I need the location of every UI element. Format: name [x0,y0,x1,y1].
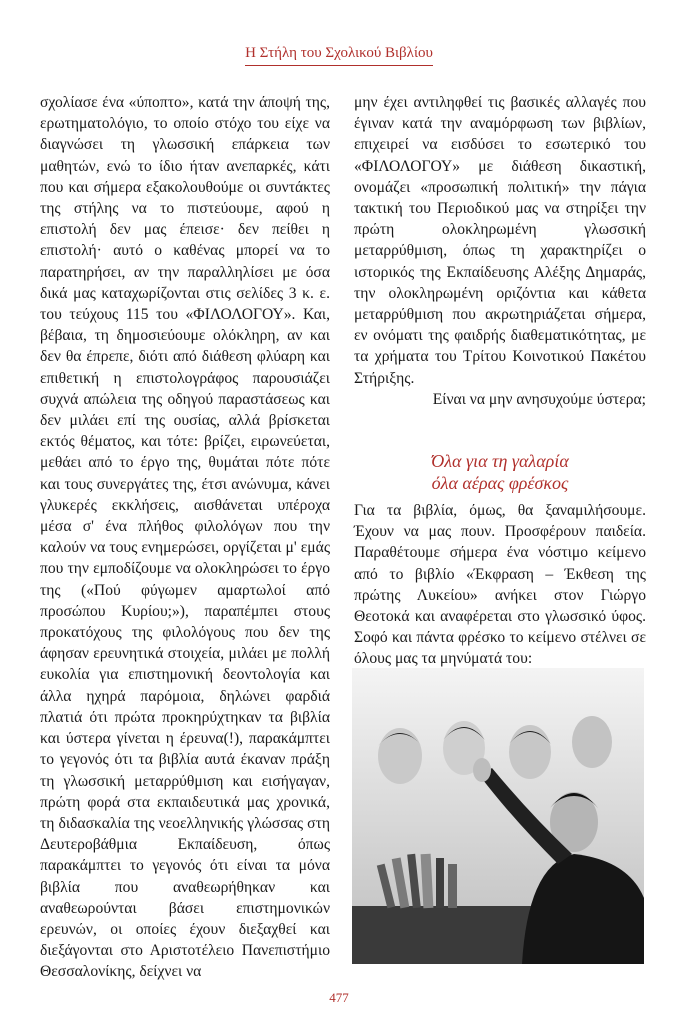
right-paragraph-1: μην έχει αντιληφθεί τις βασικές αλλαγές που έγιναν κατά την αναμόρφωση των βιβλίων, επιχειρεί να εισδύσει το εσωτερικό του «ΦΙΛΟΛΟΓΟΥ» με διάθεση δικαστική, ονομάζει «προσωπική πολιτική» την πάγια τακτική του Περιοδικού μας να στηρίξει την πρώτη ολοκληρωμένη γλωσσική μεταρρύθμιση, όπως τη χαρακτηρίζει ο ιστορικός της Εκπαίδευσης Αλέξης Δημαράς, την ολοκληρωμένη οριζόντια και κάθετα μεταρρύθμιση που ακρωτηριάζεται σήμερα, εν ονόματι της φαιδρής διαθεματικότητας, με τα χρήματα του Τρίτου Κοινοτικού Πακέτου Στήριξης. [354,94,646,387]
section-heading [354,450,646,494]
right-paragraph-3: Για τα βιβλία, όμως, θα ξαναμιλήσουμε. Έχουν να μας πουν. Προσφέρουν παιδεία. Παραθέτουμε σήμερα ένα νόστιμο κείμενο από το βιβλίο «Έκφραση – Έκθεση της πρώτης Λυκείου» ανήκει στον Γιώργο Θεοτοκά και αναφέρεται στο γλωσσικό ύφος. Σοφό και πάντα φρέσκο το κείμενο στέλνει σε όλους μας τα μηνύματά του: [354,502,646,668]
section-heading-line-2: όλα αέρας φρέσκος [431,473,569,494]
photo-illustration [352,668,644,964]
black-white-photo [352,668,644,964]
left-column [40,92,330,983]
right-column [354,92,646,691]
right-paragraph-2: Είναι να μην ανησυχούμε ύστερα; [432,390,646,408]
section-heading-line-1: Όλα για τη γαλαρία [431,451,569,472]
page-number: 477 [329,990,349,1005]
left-paragraph-1: σχολίασε ένα «ύποπτο», κατά την άποψή της, ερωτηματολόγιο, το οποίο στόχο του είχε να διαγνώσει τη γλωσσική επάρκεια των μαθητών, ενώ το ίδιο ήταν ανεπαρκές, κάτι που και σήμερα εξακολουθούμε οι συντάκτες της στήλης να το πιστεύουμε, αφού η επιστολή δεν μας έπεισε· δεν πείθει η επιστολή· αυτό ο καθένας μπορεί να το παρατηρήσει, αν την παραλληλίσει με όσα δικά μας καταχωρίζονται στις σελίδες 3 κ. ε. του τεύχους 115 του «ΦΙΛΟΛΟΓΟΥ». Και, βέβαια, τη δημοσιεύουμε ολόκληρη, αν και δεν θα έπρεπε, διότι από διάθεση φλύαρη και επιθετική η επιστολογράφος παρουσιάζει συχνά απώλεια της οδηγού παραστάσεως και δεν μιλάει επί της ουσίας, αλλά βρίσκεται εκτός θέματος, και τότε: βρίζει, ειρωνεύεται, μεθάει από το έργο της, θυμάται πότε πότε και τους συνεργάτες της, έτσι ανώνυμα, κάνει γλυκερές εκκλήσεις, αισθάνεται υπέροχα μέσα σ' ένα πλήθος φιλολόγων που την καλούν να τους ενημερώσει, οργίζεται μ' εμάς που την εμποδίζουμε να ολοκληρώσει το έργο της («Πού φύγωμεν αμαρτωλοί από προσώπου Κυρίου;»), παραπέμπει στους προκατόχους της φιλολόγους που δεν της άφησαν ερευνητικά στοιχεία, μιλάει με πολλή ευκολία για επιστημονική δεοντολογία και άλλα ηχηρά παρόμοια, δηλώνει φαρδιά πλατιά ότι πρώτα προκηρύχτηκαν τα βιβλία και ύστερα γίνεται η έρευνα(!), παρακάμπτει το γεγονός ότι τα βιβλία αυτά έκαναν πράξη τη γλωσσική μεταρρύθμιση και εισήγαγαν, πρώτη φορά στα εκπαιδευτικά μας χρονικά, τη διδασκαλία της νεοελληνικής γλώσσας στη Δευτεροβάθμια Εκπαίδευση, όπως παρακάμπτει το γεγονός ότι είναι τα μόνα βιβλία που αναθεωρήθηκαν και αναθεωρούνται βάσει επιστημονικών ερευνών, οι οποίες έχουν διεξαχθεί και διεξάγονται στο Αριστοτέλειο Πανεπιστήμιο Θεσσαλονίκης, δείχνει να [40,94,330,981]
running-header [0,44,678,66]
column-title: Η Στήλη του Σχολικού Βιβλίου [245,45,433,66]
